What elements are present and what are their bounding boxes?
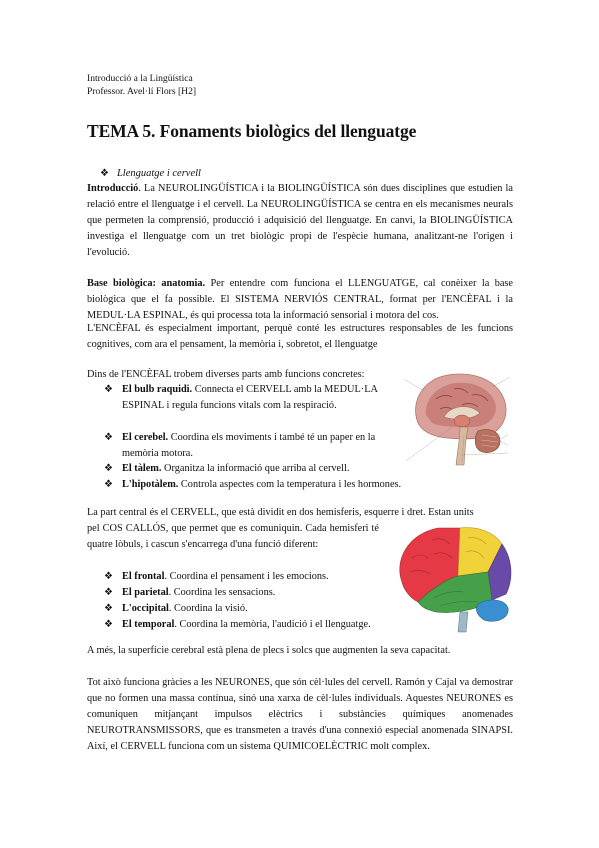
course-name: Introducció a la Lingüística [87,73,193,84]
diamond-bullet-icon: ❖ [104,384,113,395]
base-paragraph [87,276,513,324]
diamond-bullet-icon: ❖ [104,463,113,474]
item-text: Controla aspectes com la temperatura i les hormones. [178,479,402,490]
item-label: El tàlem. [122,463,162,474]
section-heading [100,166,201,182]
cervell-intro-paragraph [87,521,379,553]
list-item [104,461,404,477]
cervell-after [87,643,517,659]
diamond-bullet-icon: ❖ [104,571,113,582]
page-title: TEMA 5. Fonaments biològics del llenguatge [87,121,417,141]
diamond-bullet-icon: ❖ [104,619,113,630]
item-label: El frontal [122,571,165,582]
intro-paragraph [87,181,513,261]
item-label: L'occipital [122,603,169,614]
brain-lobes-figure [388,518,522,638]
diamond-bullet-icon: ❖ [104,587,113,598]
brain-sagittal-figure [396,365,520,470]
list-item [104,569,384,585]
list-item [104,601,384,617]
diamond-bullet-icon: ❖ [100,168,109,179]
cervell-intro-rest: pel COS CALLÓS, que permet que es comuniquin. Cada hemisferi té quatre lòbuls, i cascun s'encarrega d'una funció diferent: [87,523,379,550]
list-item [104,585,384,601]
list-item [104,477,434,493]
professor-name: Professor. Avel·lí Flors [H2] [87,86,197,97]
item-text: Organitza la informació que arriba al cervell. [161,463,350,474]
neurones-text: Tot això funciona gràcies a les NEURONES, que són cèl·lules del cervell. Ramón y Cajal va demostrar que no formen una massa contínua, sinó una xarxa de cèl·lules individuals. Aquestes NEURONES es comuniquen mitjançant impulsos elèctrics i substàncies químiques anomenades NEUROTRANSMISSORS, que es transmeten a través d'una connexió especial anomenada SINAPSI. Així, el CERVELL funciona com un sistema QUIMICOELÈCTRIC molt complex. [87,677,513,752]
intro-label: Introducció [87,183,139,194]
item-label: L'hipotàlem. [122,479,179,490]
list-item [104,430,394,462]
encefal-paragraph [87,321,513,353]
item-text: . Coordina la memòria, l'audició i el llenguatge. [174,619,371,630]
item-text: . Coordina la visió. [168,603,248,614]
intro-text: . La NEUROLINGÜÍSTICA i la BIOLINGÜÍSTICA són dues disciplines que estudien la relació entre el llenguatge i el cervell. La NEUROLINGÜÍSTICA se centra en els mecanismes neurals que permeten la comprensió, producció i adquisició del llenguatge. En canvi, la BIOLINGÜÍSTICA investiga el llenguatge com un tret biològic propi de l'espècie humana, analitzant-ne l'origen i l'evolució. [87,183,513,258]
item-text: . Coordina les sensacions. [168,587,276,598]
diamond-bullet-icon: ❖ [104,603,113,614]
item-text: Connecta el CERVELL amb la MEDUL·LA ESPINAL i regula funcions vitals com la respiració. [122,384,378,411]
item-label: El bulb raquidi. [122,384,193,395]
cervell-after-text: A més, la superfície cerebral està plena de plecs i solcs que augmenten la seva capacitat. [87,645,451,656]
diamond-bullet-icon: ❖ [104,432,113,443]
encefal-intro [87,367,387,383]
cervell-intro-text: La part central és el CERVELL, que està dividit en dos hemisferis, esquerre i dret. Estan units [87,507,474,518]
item-label: El temporal [122,619,175,630]
section-heading-text: Llenguatge i cervell [116,168,201,179]
diamond-bullet-icon: ❖ [104,479,113,490]
item-label: El cerebel. [122,432,169,443]
neurones-paragraph [87,675,513,755]
item-text: . Coordina el pensament i les emocions. [164,571,329,582]
encefal-intro-text: Dins de l'ENCÈFAL trobem diverses parts amb funcions concretes: [87,369,365,380]
list-item [104,617,389,633]
item-label: El parietal [122,587,169,598]
base-label: Base biològica: anatomia. [87,278,206,289]
encefal-text: L'ENCÈFAL és especialment important, perquè conté les estructures responsables de les funcions cognitives, com ara el pensament, la memòria i, sobretot, el llenguatge [87,323,513,350]
document-header [87,72,196,98]
base-text: Per entendre com funciona el LLENGUATGE, cal conèixer la base biològica que el fa possible. El SISTEMA NERVIÓS CENTRAL, format per l'ENCÈFAL i la MEDUL·LA ESPINAL, és qui processa tota la informació sensorial i motora del cos. [87,278,513,321]
list-item [104,382,394,414]
item-text: Coordina els moviments i també té un paper en la memòria motora. [122,432,376,459]
